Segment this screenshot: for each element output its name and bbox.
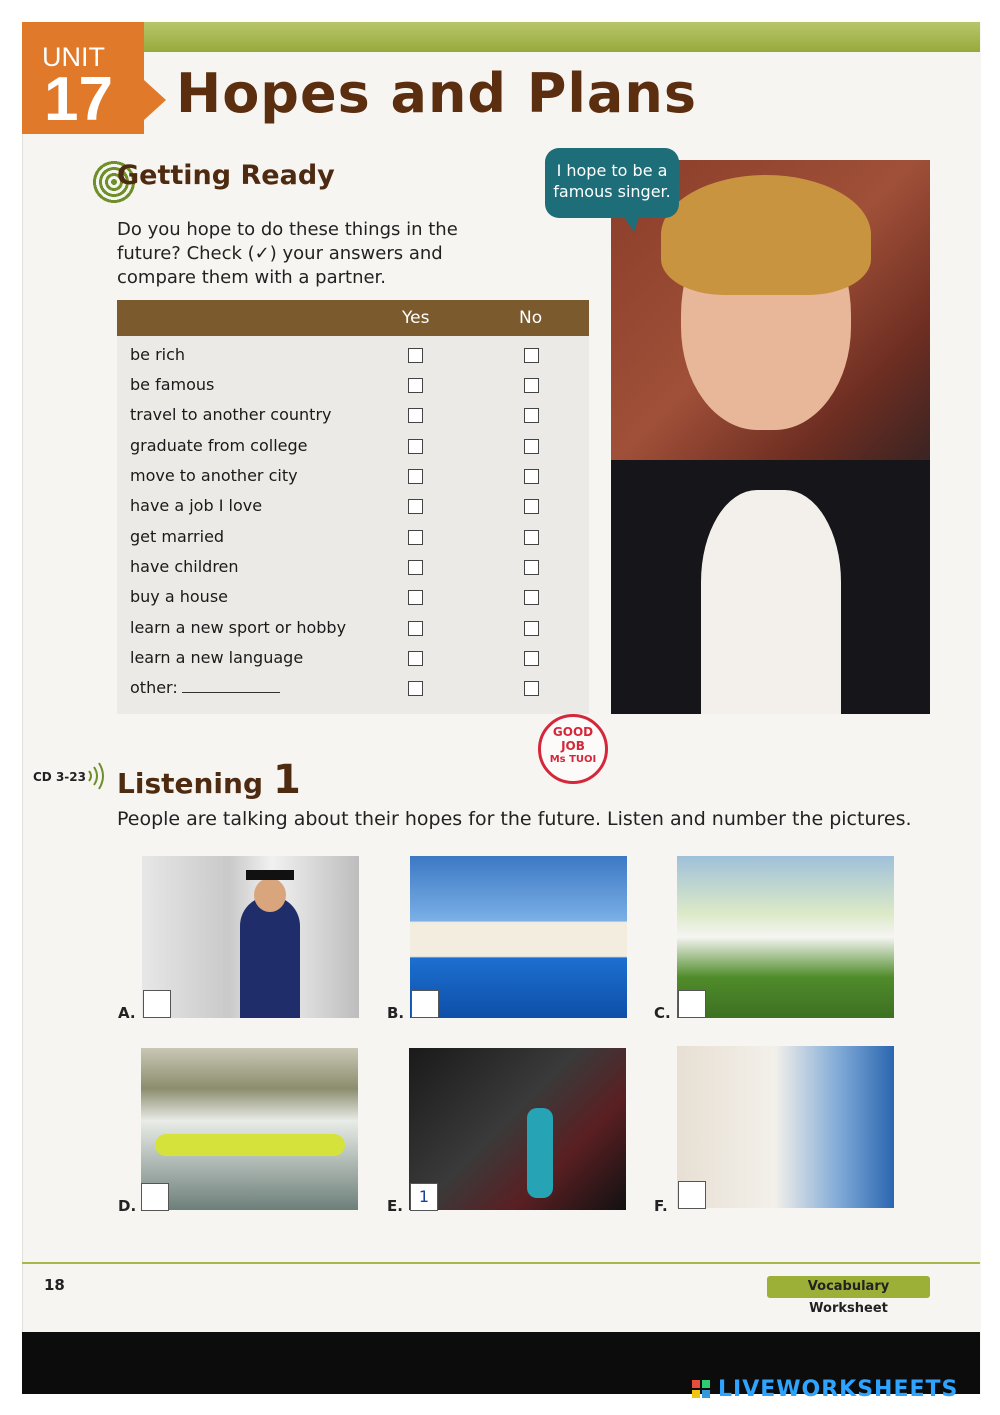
unit-badge bbox=[22, 22, 144, 134]
checklist-item-label: move to another city bbox=[130, 466, 298, 485]
checklist-item-label: graduate from college bbox=[130, 436, 308, 455]
picture-letter: F. bbox=[654, 1197, 668, 1215]
checklist-table bbox=[117, 336, 589, 714]
getting-ready-instructions: Do you hope to do these things in the future? Check (✓) your answers and compare them with a partner. bbox=[117, 219, 458, 288]
section-title-getting-ready: Getting Ready bbox=[117, 160, 335, 191]
yes-checkbox[interactable] bbox=[408, 348, 423, 363]
answer-box-b[interactable] bbox=[411, 990, 439, 1018]
picture-hospital bbox=[677, 1046, 894, 1208]
checklist-row bbox=[117, 552, 589, 582]
answer-box-e[interactable]: 1 bbox=[410, 1183, 438, 1211]
no-column-header: No bbox=[519, 308, 543, 328]
answer-box-d[interactable] bbox=[141, 1183, 169, 1211]
logo-text: LIVEWORKSHEETS bbox=[718, 1377, 959, 1402]
no-checkbox[interactable] bbox=[524, 348, 539, 363]
yes-checkbox[interactable] bbox=[408, 560, 423, 575]
no-checkbox[interactable] bbox=[524, 499, 539, 514]
logo-square-icon bbox=[692, 1390, 700, 1398]
checklist-row bbox=[117, 400, 589, 430]
no-checkbox[interactable] bbox=[524, 621, 539, 636]
good-job-stamp: GOOD JOB Ms TUOI bbox=[538, 714, 608, 784]
no-checkbox[interactable] bbox=[524, 439, 539, 454]
checklist-item-label: learn a new language bbox=[130, 648, 304, 667]
checklist-row bbox=[117, 613, 589, 643]
logo-square-icon bbox=[702, 1380, 710, 1388]
yes-checkbox[interactable] bbox=[408, 681, 423, 696]
page-title: Hopes and Plans bbox=[176, 62, 697, 125]
answer-box-f[interactable] bbox=[678, 1181, 706, 1209]
no-checkbox[interactable] bbox=[524, 651, 539, 666]
unit-number: 17 bbox=[44, 65, 113, 134]
no-checkbox[interactable] bbox=[524, 560, 539, 575]
picture-letter: E. bbox=[387, 1197, 403, 1215]
checklist-item-label: learn a new sport or hobby bbox=[130, 618, 347, 637]
yes-checkbox[interactable] bbox=[408, 621, 423, 636]
no-checkbox[interactable] bbox=[524, 408, 539, 423]
yes-checkbox[interactable] bbox=[408, 408, 423, 423]
checklist-item-label bbox=[130, 678, 280, 697]
checklist-row bbox=[117, 431, 589, 461]
yes-checkbox[interactable] bbox=[408, 530, 423, 545]
no-checkbox[interactable] bbox=[524, 590, 539, 605]
checklist-row bbox=[117, 582, 589, 612]
checklist-row bbox=[117, 370, 589, 400]
picture-letter: C. bbox=[654, 1004, 671, 1022]
logo-square-icon bbox=[702, 1390, 710, 1398]
yes-checkbox[interactable] bbox=[408, 378, 423, 393]
checklist-row bbox=[117, 673, 589, 703]
footer-divider bbox=[22, 1262, 980, 1264]
cd-track-label: CD 3-23 bbox=[33, 770, 86, 784]
vocabulary-worksheet-tag: Vocabulary Worksheet bbox=[767, 1276, 930, 1298]
no-checkbox[interactable] bbox=[524, 530, 539, 545]
other-blank-line[interactable] bbox=[182, 692, 280, 693]
yes-checkbox[interactable] bbox=[408, 439, 423, 454]
liveworksheets-logo bbox=[690, 1378, 990, 1402]
yes-column-header: Yes bbox=[402, 308, 430, 328]
listening-number: 1 bbox=[273, 757, 301, 803]
checklist-item-label: be rich bbox=[130, 345, 186, 364]
checklist-row bbox=[117, 491, 589, 521]
checklist-item-label: have children bbox=[130, 557, 239, 576]
checklist-row bbox=[117, 522, 589, 552]
audio-waves-icon bbox=[86, 762, 106, 790]
picture-mansion-pool bbox=[410, 856, 627, 1018]
answer-box-c[interactable] bbox=[678, 990, 706, 1018]
unit-label: UNIT bbox=[42, 42, 105, 72]
checklist-row bbox=[117, 340, 589, 370]
picture-graduation bbox=[142, 856, 359, 1018]
no-checkbox[interactable] bbox=[524, 469, 539, 484]
other-label: other: bbox=[130, 678, 178, 697]
checklist-item-label: be famous bbox=[130, 375, 215, 394]
checklist-item-label: have a job I love bbox=[130, 496, 263, 515]
checklist-row bbox=[117, 461, 589, 491]
logo-square-icon bbox=[692, 1380, 700, 1388]
speech-bubble-tail bbox=[622, 214, 640, 232]
boy-photo bbox=[611, 160, 930, 714]
no-checkbox[interactable] bbox=[524, 378, 539, 393]
checklist-item-label: travel to another country bbox=[130, 405, 332, 424]
picture-letter: D. bbox=[118, 1197, 137, 1215]
no-checkbox[interactable] bbox=[524, 681, 539, 696]
checklist-header bbox=[117, 300, 589, 336]
picture-family bbox=[677, 856, 894, 1018]
checklist-row bbox=[117, 643, 589, 673]
yes-checkbox[interactable] bbox=[408, 651, 423, 666]
unit-arrow-icon bbox=[144, 80, 166, 120]
listening-instructions: People are talking about their hopes for the future. Listen and number the pictures. bbox=[117, 808, 912, 830]
top-color-bar bbox=[142, 22, 980, 52]
picture-celebrity bbox=[409, 1048, 626, 1210]
speech-bubble: I hope to be a famous singer. bbox=[545, 148, 679, 218]
checklist-item-label: get married bbox=[130, 527, 225, 546]
picture-letter: B. bbox=[387, 1004, 405, 1022]
picture-letter: A. bbox=[118, 1004, 136, 1022]
yes-checkbox[interactable] bbox=[408, 499, 423, 514]
yes-checkbox[interactable] bbox=[408, 469, 423, 484]
page-number: 18 bbox=[44, 1276, 65, 1294]
picture-surfing bbox=[141, 1048, 358, 1210]
checklist-item-label: buy a house bbox=[130, 587, 228, 606]
section-title-listening: Listening 1 bbox=[117, 757, 301, 803]
yes-checkbox[interactable] bbox=[408, 590, 423, 605]
answer-box-a[interactable] bbox=[143, 990, 171, 1018]
